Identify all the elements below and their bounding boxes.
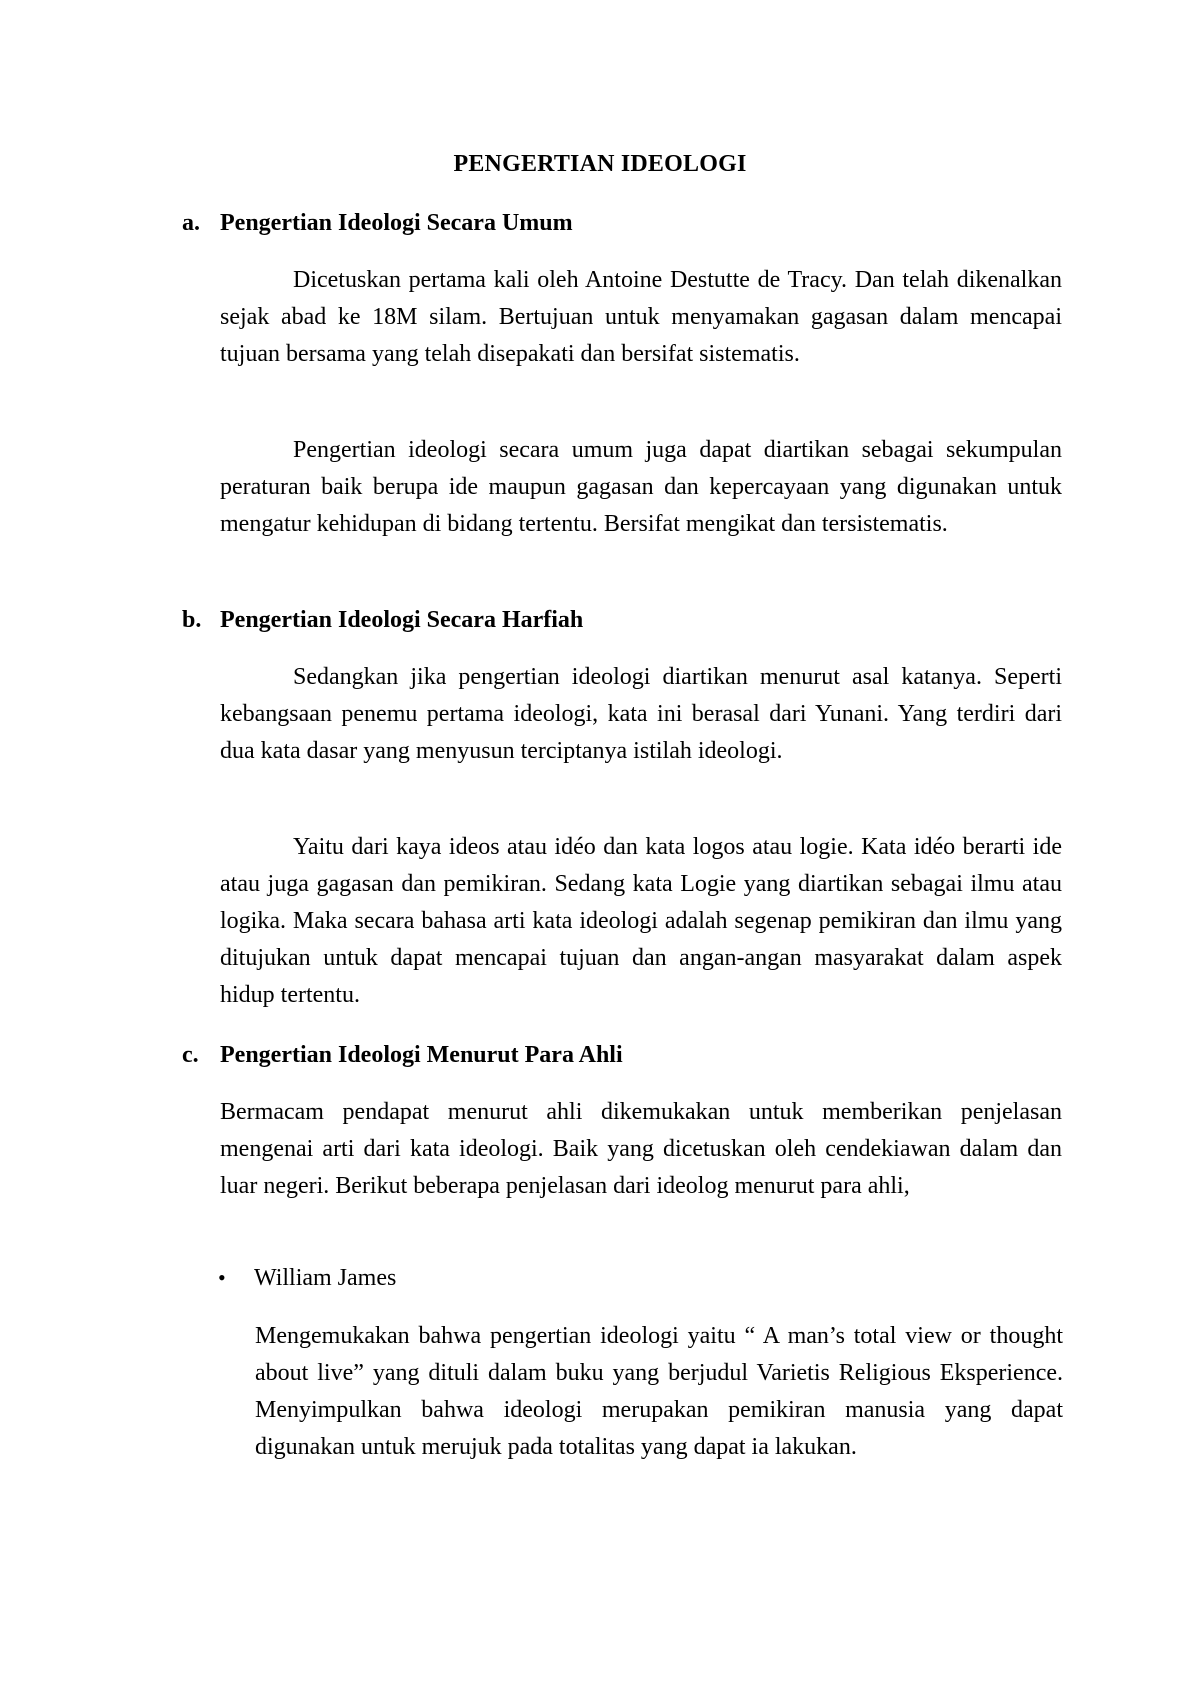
section-marker: a. [182,210,200,236]
section-heading-text: Pengertian Ideologi Secara Umum [220,210,573,236]
section-heading-text: Pengertian Ideologi Menurut Para Ahli [220,1042,623,1068]
section-heading-c [182,1039,1082,1071]
section-heading-a [182,207,1082,239]
section-marker: b. [182,607,202,633]
paragraph: Sedangkan jika pengertian ideologi diartikan menurut asal katanya. Seperti kebangsaan penemu pertama ideologi, kata ini berasal dari Yunani. Yang terdiri dari dua kata dasar yang menyusun terciptanya istilah ideologi. [220,664,1062,764]
bullet-icon: • [218,1265,226,1290]
section-heading-b [182,604,1082,636]
paragraph: Dicetuskan pertama kali oleh Antoine Destutte de Tracy. Dan telah dikenalkan sejak abad ke 18M silam. Bertujuan untuk menyamakan gagasan dalam mencapai tujuan bersama yang telah disepakati dan bersifat sistematis. [220,267,1062,367]
paragraph: Bermacam pendapat menurut ahli dikemukakan untuk memberikan penjelasan mengenai arti dari kata ideologi. Baik yang dicetuskan oleh cendekiawan dalam dan luar negeri. Berikut beberapa penjelasan dari ideolog menurut para ahli, [220,1099,1062,1199]
bullet-paragraph: Mengemukakan bahwa pengertian ideologi yaitu “ A man’s total view or thought about live” yang dituli dalam buku yang berjudul Varietis Religious Eksperience. Menyimpulkan bahwa ideologi merupakan pemikiran manusia yang dapat digunakan untuk merujuk pada totalitas yang dapat ia lakukan. [255,1323,1063,1460]
bullet-item [218,1262,1060,1294]
bullet-name: William James [254,1265,397,1291]
section-heading-text: Pengertian Ideologi Secara Harfiah [220,607,584,633]
paragraph: Pengertian ideologi secara umum juga dapat diartikan sebagai sekumpulan peraturan baik berupa ide maupun gagasan dan kepercayaan yang digunakan untuk mengatur kehidupan di bidang tertentu. Bersifat mengikat dan tersistematis. [220,437,1062,537]
section-marker: c. [182,1042,199,1068]
paragraph: Yaitu dari kaya ideos atau idéo dan kata logos atau logie. Kata idéo berarti ide atau juga gagasan dan pemikiran. Sedang kata Logie yang diartikan sebagai ilmu atau logika. Maka secara bahasa arti kata ideologi adalah segenap pemikiran dan ilmu yang ditujukan untuk dapat mencapai tujuan dan angan-angan masyarakat dalam aspek hidup tertentu. [220,834,1062,1008]
document-title: PENGERTIAN IDEOLOGI [453,151,747,177]
